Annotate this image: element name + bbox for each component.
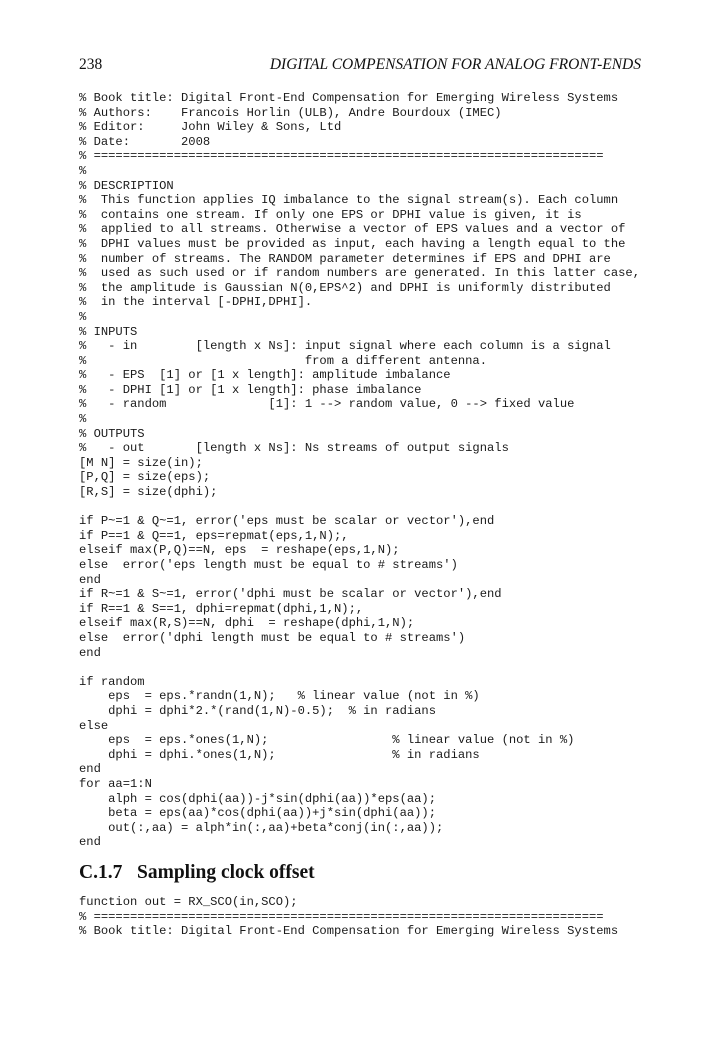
code-line: if R==1 & S==1, dphi=repmat(dphi,1,N);, <box>79 601 364 616</box>
code-line: out(:,aa) = alph*in(:,aa)+beta*conj(in(:,aa)); <box>79 820 444 835</box>
code-line: if R~=1 & S~=1, error('dphi must be scalar or vector'),end <box>79 587 502 602</box>
running-title: DIGITAL COMPENSATION FOR ANALOG FRONT-ENDS <box>269 56 641 73</box>
code-line: end <box>79 762 101 777</box>
code-line: % DPHI values must be provided as input, each having a length equal to the <box>79 236 626 251</box>
code-line: else error('dphi length must be equal to # streams') <box>79 630 466 645</box>
code-line: else error('eps length must be equal to # streams') <box>79 558 458 572</box>
code-line: end <box>79 572 101 587</box>
code-line: % in the interval [-DPHI,DPHI]. <box>79 295 313 310</box>
code-line: if random <box>79 674 145 689</box>
code-line: % - out [length x Ns]: Ns streams of output signals <box>79 441 509 456</box>
code-line: % <box>79 412 87 427</box>
code-line: dphi = dphi*2.*(rand(1,N)-0.5); % in radians <box>79 703 436 718</box>
code-line: % from a different antenna. <box>79 353 487 368</box>
code-line: end <box>79 645 101 660</box>
section-heading <box>79 862 315 884</box>
code-line: % applied to all streams. Otherwise a vector of EPS values and a vector of <box>79 222 626 237</box>
code-line: if P~=1 & Q~=1, error('eps must be scalar or vector'),end <box>79 514 495 529</box>
code-line: % contains one stream. If only one EPS or DPHI value is given, it is <box>79 207 582 222</box>
code-line: % INPUTS <box>79 324 138 339</box>
code-line: % OUTPUTS <box>79 426 145 441</box>
code-line: % ====================================================================== <box>79 149 604 164</box>
code-line: function out = RX_SCO(in,SCO); <box>79 895 298 909</box>
code-line: if P==1 & Q==1, eps=repmat(eps,1,N);, <box>79 528 349 543</box>
code-line: % Authors: Francois Horlin (ULB), Andre Bourdoux (IMEC) <box>79 105 502 120</box>
code-line: eps = eps.*ones(1,N); % linear value (not in %) <box>79 733 575 748</box>
page-header <box>79 56 641 76</box>
code-line: % - EPS [1] or [1 x length]: amplitude imbalance <box>79 368 451 383</box>
code-line: % Editor: John Wiley & Sons, Ltd <box>79 120 342 135</box>
code-line: [P,Q] = size(eps); <box>79 470 211 485</box>
code-line: % Book title: Digital Front-End Compensation for Emerging Wireless Systems <box>79 924 619 939</box>
code-line: % This function applies IQ imbalance to the signal stream(s). Each column <box>79 193 619 208</box>
code-line: % - in [length x Ns]: input signal where each column is a signal <box>79 339 611 354</box>
code-line: % <box>79 163 87 178</box>
code-line: % Book title: Digital Front-End Compensation for Emerging Wireless Systems <box>79 91 619 105</box>
code-line: % ====================================================================== <box>79 909 604 924</box>
code-line: % - DPHI [1] or [1 x length]: phase imbalance <box>79 382 422 397</box>
code-line: % DESCRIPTION <box>79 178 174 193</box>
code-line: for aa=1:N <box>79 776 152 791</box>
code-line: end <box>79 835 101 850</box>
section-number: C.1.7 <box>79 862 123 883</box>
code-line: dphi = dphi.*ones(1,N); % in radians <box>79 747 480 762</box>
matlab-code-listing-continued <box>79 895 618 939</box>
code-line: alph = cos(dphi(aa))-j*sin(dphi(aa))*eps(aa); <box>79 791 436 806</box>
code-line: % the amplitude is Gaussian N(0,EPS^2) and DPHI is uniformly distributed <box>79 280 611 295</box>
code-line: [R,S] = size(dphi); <box>79 485 218 500</box>
code-line: % Date: 2008 <box>79 134 211 149</box>
code-line: beta = eps(aa)*cos(dphi(aa))+j*sin(dphi(aa)); <box>79 806 436 821</box>
section-title: Sampling clock offset <box>137 862 315 883</box>
code-line: % - random [1]: 1 --> random value, 0 --> fixed value <box>79 397 575 412</box>
page-number: 238 <box>79 56 103 73</box>
code-line: [M N] = size(in); <box>79 455 203 470</box>
code-line: elseif max(R,S)==N, dphi = reshape(dphi,1,N); <box>79 616 415 631</box>
code-line: eps = eps.*randn(1,N); % linear value (not in %) <box>79 689 480 704</box>
code-line: elseif max(P,Q)==N, eps = reshape(eps,1,N); <box>79 543 400 558</box>
code-line: % number of streams. The RANDOM parameter determines if EPS and DPHI are <box>79 251 611 266</box>
code-line: % <box>79 309 87 324</box>
code-line: else <box>79 718 109 733</box>
code-line: % used as such used or if random numbers are generated. In this latter case, <box>79 266 640 281</box>
matlab-code-listing <box>79 91 640 850</box>
